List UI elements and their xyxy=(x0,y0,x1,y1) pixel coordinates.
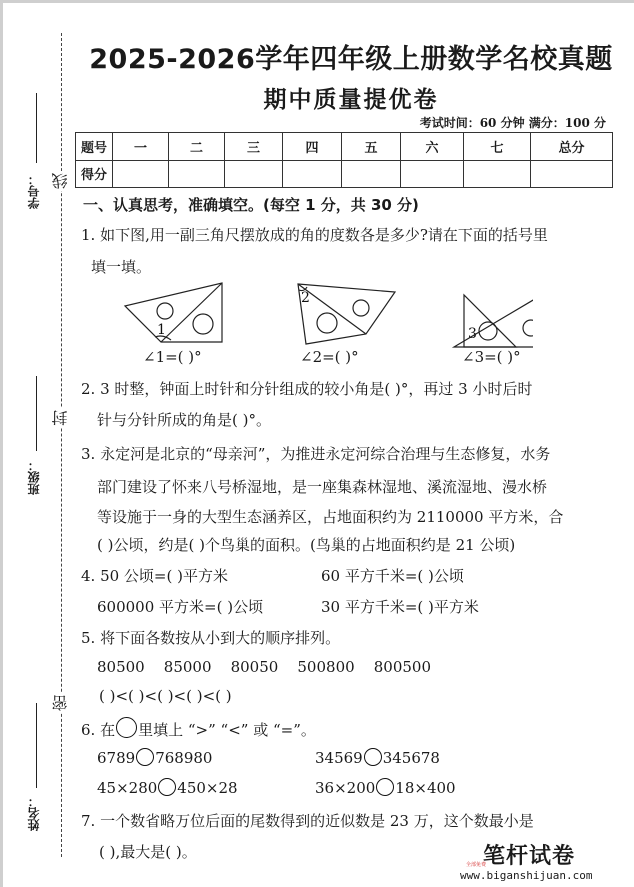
name-field[interactable] xyxy=(36,703,37,788)
score-cell[interactable] xyxy=(401,160,464,188)
binding-char-feng: 封 xyxy=(51,410,70,426)
q3-text-line1: 3. 永定河是北京的“母亲河”，为推进永定河综合治理与生态修复，水务 xyxy=(81,445,551,463)
class-field[interactable] xyxy=(36,376,37,451)
q1-text-line1: 1. 如下图,用一副三角尺摆放成的角的度数各是多少?请在下面的括号里 xyxy=(81,226,548,244)
comparison-right: 450×28 xyxy=(177,779,238,797)
comparison-right: 18×400 xyxy=(395,779,456,797)
q1-text-line2: 填一填。 xyxy=(91,258,152,276)
score-cell[interactable] xyxy=(342,160,401,188)
page-subtitle: 期中质量提优卷 xyxy=(263,86,439,113)
header-cell: 三 xyxy=(225,133,283,161)
q6-comparison xyxy=(315,778,456,797)
binding-dashed-line xyxy=(61,33,62,857)
q5-order-answer[interactable]: ( )<( )<( )<( )<( ) xyxy=(99,687,232,705)
header-cell: 五 xyxy=(342,133,401,161)
q5-numbers xyxy=(97,658,431,676)
class-label: 班级： xyxy=(27,459,41,495)
comparison-left: 34569 xyxy=(315,749,363,767)
q5-number: 80500 xyxy=(97,658,145,676)
comparison-circle[interactable] xyxy=(136,748,154,766)
header-cell: 二 xyxy=(169,133,225,161)
watermark-url: www.biganshijuan.com xyxy=(460,869,593,882)
q1-angle1-answer[interactable]: ∠1=( )° xyxy=(143,348,202,366)
student-id-field[interactable] xyxy=(36,93,37,163)
binding-char-xian: 线 xyxy=(51,173,70,189)
q4-part-b: 60 平方千米=( )公顷 xyxy=(321,567,464,585)
watermark-tag: 全部免费 xyxy=(466,862,487,868)
angle-label-3: 3 xyxy=(468,326,477,342)
comparison-right: 768980 xyxy=(155,749,213,767)
triangle-ruler-figures xyxy=(103,278,533,348)
q6-suffix: 里填上 “>” “<” 或 “=”。 xyxy=(138,721,316,739)
q3-text-line2: 部门建设了怀来八号桥湿地，是一座集森林湿地、溪流湿地、漫水桥 xyxy=(97,478,548,496)
header-cell: 题号 xyxy=(76,133,113,161)
q4-part-c: 600000 平方米=( )公顷 xyxy=(97,598,264,616)
comparison-circle[interactable] xyxy=(376,778,394,796)
comparison-circle[interactable] xyxy=(158,778,176,796)
q6-text xyxy=(81,717,316,740)
score-cell[interactable] xyxy=(464,160,531,188)
angle-label-2: 2 xyxy=(301,290,310,306)
student-id-label: 学号： xyxy=(27,173,41,209)
score-row-label: 得分 xyxy=(76,160,113,188)
page-title: 2025-2026学年四年级上册数学名校真题 xyxy=(89,44,613,75)
q5-number: 85000 xyxy=(163,658,212,676)
watermark-logo: 笔杆试卷 xyxy=(483,844,576,869)
q3-text-line3: 等设施于一身的大型生态涵养区，占地面积约为 2110000 平方米，合 xyxy=(97,508,564,526)
q5-number: 800500 xyxy=(373,658,431,676)
q5-number: 500800 xyxy=(297,658,355,676)
q5-text: 5. 将下面各数按从小到大的顺序排列。 xyxy=(81,629,341,647)
score-table xyxy=(75,132,613,188)
q7-text-line1: 7. 一个数省略万位后面的尾数得到的近似数是 23 万，这个数最小是 xyxy=(81,812,534,830)
q2-text-line2: 针与分针所成的角是( )°。 xyxy=(97,411,271,429)
q5-number: 80050 xyxy=(230,658,279,676)
comparison-right: 345678 xyxy=(382,749,440,767)
q3-text-line4: ( )公顷，约是( )个鸟巢的面积。(鸟巢的占地面积约是 21 公顷) xyxy=(97,536,516,554)
q7-text-line2[interactable]: ( ),最大是( )。 xyxy=(99,843,197,861)
binding-char-mi: 密 xyxy=(51,695,70,711)
exam-page xyxy=(3,3,634,887)
q4-part-d: 30 平方千米=( )平方米 xyxy=(321,598,479,616)
q2-text-line1: 2. 3 时整，钟面上时针和分针组成的较小角是( )°，再过 3 小时后时 xyxy=(81,380,533,398)
score-cell[interactable] xyxy=(169,160,225,188)
score-cell[interactable] xyxy=(283,160,342,188)
circle-icon xyxy=(116,717,137,738)
q6-prefix: 6. 在 xyxy=(81,721,116,739)
q1-angle3-answer[interactable]: ∠3=( )° xyxy=(462,348,521,366)
comparison-circle[interactable] xyxy=(364,748,382,766)
q6-comparison xyxy=(97,748,212,767)
exam-info: 考试时间：60 分钟 满分：100 分 xyxy=(419,116,606,130)
score-cell[interactable] xyxy=(531,160,613,188)
score-cell[interactable] xyxy=(225,160,283,188)
q6-comparison xyxy=(97,778,238,797)
score-cell[interactable] xyxy=(113,160,169,188)
q1-angle2-answer[interactable]: ∠2=( )° xyxy=(300,348,359,366)
header-cell: 总分 xyxy=(531,133,613,161)
score-header-row xyxy=(76,133,613,161)
angle-label-1: 1 xyxy=(157,322,166,338)
comparison-left: 45×280 xyxy=(97,779,158,797)
comparison-left: 36×200 xyxy=(315,779,376,797)
header-cell: 七 xyxy=(464,133,531,161)
name-label: 姓名： xyxy=(27,795,41,831)
header-cell: 四 xyxy=(283,133,342,161)
score-row xyxy=(76,160,613,188)
q6-comparison xyxy=(315,748,440,767)
section-heading: 一、认真思考，准确填空。(每空 1 分，共 30 分) xyxy=(83,196,419,214)
header-cell: 六 xyxy=(401,133,464,161)
header-cell: 一 xyxy=(113,133,169,161)
comparison-left: 6789 xyxy=(97,749,136,767)
q4-part-a: 4. 50 公顷=( )平方米 xyxy=(81,567,228,585)
